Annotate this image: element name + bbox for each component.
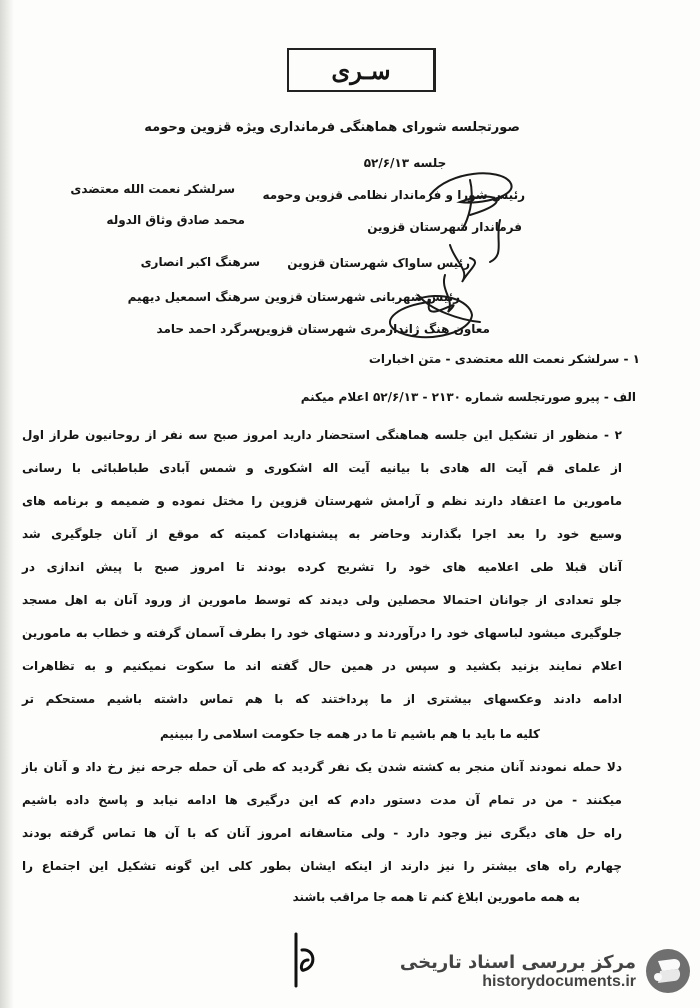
item-1a: الف - پیرو صورتجلسه شماره ۲۱۳۰ - ۵۲/۶/۱۳ اعلام میکنم bbox=[300, 390, 636, 404]
body-line: آنان قبلا طی اعلامیه های خود را تشریح کرده بودند تا امروز صبح با پیش اندازی در bbox=[22, 560, 622, 574]
body-line: ۲ - منظور از تشکیل این جلسه هماهنگی استحضار دارید امروز صبح سه نفر از روحانیون طراز اول bbox=[22, 428, 622, 442]
item-1: ۱ - سرلشکر نعمت الله معتضدی - متن اخبارات bbox=[368, 352, 640, 366]
body-line: از علمای قم آیت اله هادی با بیانیه آیت اله اشکوری و شمس آبادی طباطبائی با رسانی bbox=[22, 461, 622, 475]
attendee-name: سرلشکر نعمت الله معتضدی bbox=[70, 182, 235, 196]
session-date: جلسه ۵۲/۶/۱۳ bbox=[363, 156, 447, 170]
body-line: دلا حمله نمودند آنان منجر به کشته شدن یک نفر گردید که طی آن حمله جرحه نیز رخ داد و آنان باز bbox=[22, 760, 622, 774]
body-line: کلیه ما باید با هم باشیم تا ما در همه جا حکومت اسلامی را ببینیم bbox=[159, 727, 540, 741]
body-line: ادامه دادند وعکسهای بیشتری از ما پرداختند که با هم تماس داشته باشیم مستحکم تر bbox=[22, 692, 622, 706]
scroll-logo-icon bbox=[644, 947, 692, 995]
body-line: جلوگیری میشود لباسهای خود را درآوردند و دستهای خود را بطرف آسمان گرفته و خطاب به مامورین bbox=[22, 626, 622, 640]
document-title: صورتجلسه شورای هماهنگی فرمانداری ویژه قزوین وحومه bbox=[144, 120, 520, 135]
watermark bbox=[392, 944, 692, 998]
body-line: به همه مامورین ابلاغ کنم تا همه جا مراقب باشند bbox=[292, 890, 580, 904]
body-line: جلو تعدادی از جوانان احتمالا محصلین ولی دیدند که توسط مامورین از ورود آنان به اهل مسجد bbox=[22, 593, 622, 607]
scan-edge-shadow bbox=[0, 0, 14, 1008]
attendee-title: رئیس شورا و فرماندار نظامی قزوین وحومه bbox=[262, 188, 525, 202]
attendee-name: سرگرد احمد حامد bbox=[156, 322, 260, 336]
watermark-en: historydocuments.ir bbox=[482, 972, 636, 990]
body-line: چهارم راه های بیشتر را نیز دارند از اینکه ایشان بطور کلی این گونه تشکیل این اجتماع را bbox=[22, 859, 622, 873]
attendee-title: معاون هنگ ژاندارمری شهرستان قزوین bbox=[255, 322, 490, 336]
attendee-name: سرهنگ اکبر انصاری bbox=[140, 255, 260, 269]
attendee-title: رئیس شهربانی شهرستان قزوین bbox=[264, 290, 460, 304]
body-line: مامورین ما اعتقاد دارند نظم و آرامش شهرستان قزوین را مختل نموده و ضمیمه و برنامه های bbox=[22, 494, 622, 508]
classification-stamp: سـری bbox=[287, 48, 436, 92]
watermark-fa: مرکز بررسی اسناد تاریخی bbox=[399, 951, 636, 973]
body-line: وسیع خود را بعد اجرا بگذارند وحاضر به پیشنهادات کمیته که موقع از آنان جلوگیری شد bbox=[22, 527, 622, 541]
body-line: راه حل های دیگری نیز وجود دارد - ولی متاسفانه امروز آنان که با آن ها تماس گرفته بودند bbox=[22, 826, 622, 840]
body-line: میکنند - من در تمام آن مدت دستور دادم که این درگیری ها ادامه نیابد و پاسخ داده باشیم bbox=[22, 793, 622, 807]
watermark-text bbox=[400, 952, 636, 991]
attendee-name: سرهنگ اسمعیل دیهیم bbox=[127, 290, 260, 304]
body-line: اعلام نمایند بزنید بکشید و سپس در همین حال گفته اند ما سکوت نمیکنیم و به تظاهرات bbox=[22, 659, 622, 673]
attendee-title: رئیس ساواک شهرستان قزوین bbox=[287, 256, 470, 270]
margin-bracket-mark bbox=[288, 930, 328, 990]
attendee-name: محمد صادق وثاق الدوله bbox=[106, 213, 245, 227]
attendee-title: فرماندار شهرستان قزوین bbox=[367, 220, 522, 234]
